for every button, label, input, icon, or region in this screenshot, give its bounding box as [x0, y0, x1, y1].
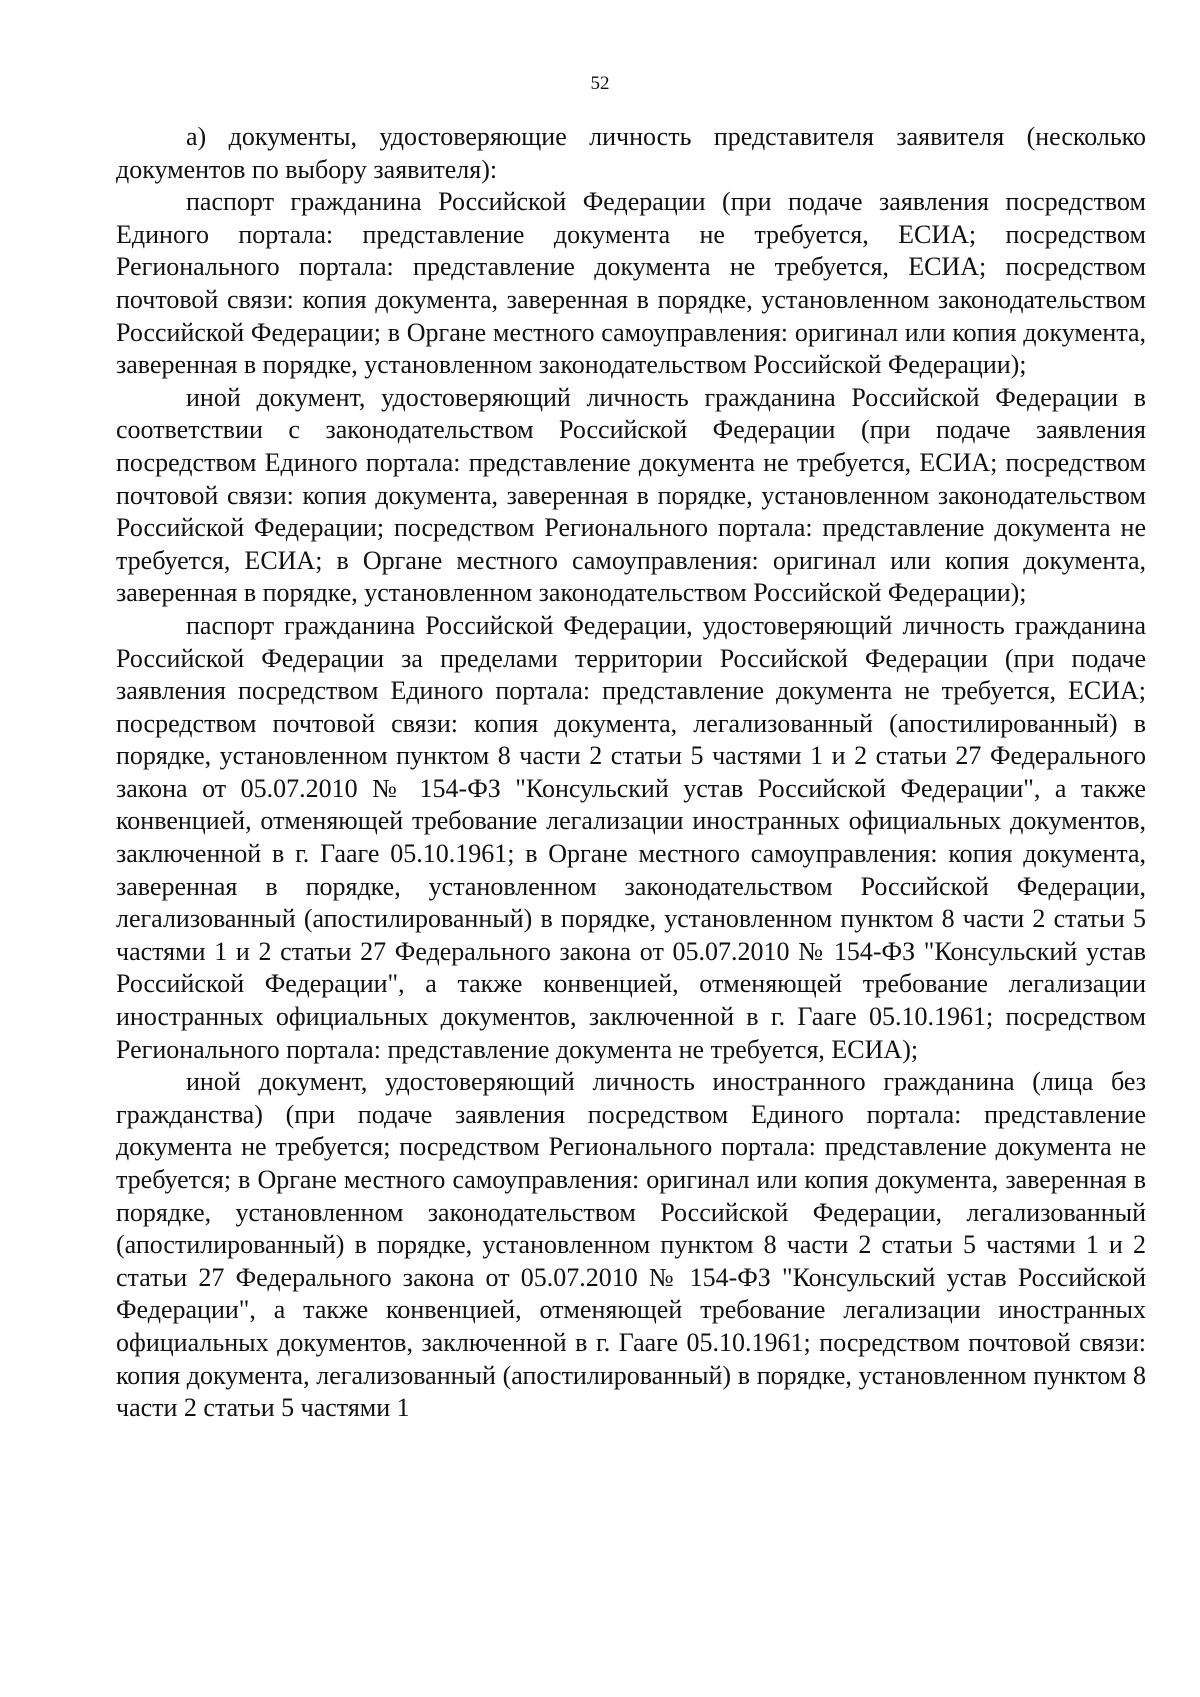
paragraph-foreign-citizen-document: иной документ, удостоверяющий личность иностранного гражданина (лица без гражданства) (при подаче заявления посредством Единого портала: представление документа не требуется; посредством Регионального портала: представление документа не требуется; в Органе местного самоуправления: оригинал или копия документа, заверенная в порядке, установленном законодательством Российской Федерации, легализованный (апостилированный) в порядке, установленном пунктом 8 части 2 статьи 5 частями 1 и 2 статьи 27 Федерального закона от 05.07.2010 № 154-ФЗ "Консульский устав Российской Федерации", а также конвенцией, отменяющей требование легализации иностранных официальных документов, заключенной в г. Гааге 05.10.1961; посредством почтовой связи: копия документа, легализованный (апостилированный) в порядке, установленном пунктом 8 части 2 статьи 5 частями 1 — [116, 1067, 1146, 1423]
document-body — [116, 121, 1146, 1425]
paragraph-other-id-document: иной документ, удостоверяющий личность гражданина Российской Федерации в соответствии с законодательством Российской Федерации (при подаче заявления посредством Единого портала: представление документа не требуется, ЕСИА; посредством почтовой связи: копия документа, заверенная в порядке, установленном законодательством Российской Федерации; посредством Регионального портала: представление документа не требуется, ЕСИА; в Органе местного самоуправления: оригинал или копия документа, заверенная в порядке, установленном законодательством Российской Федерации); — [116, 382, 1146, 608]
page-number: 52 — [590, 73, 610, 94]
paragraph-foreign-passport: паспорт гражданина Российской Федерации, удостоверяющий личность гражданина Российской Федерации за пределами территории Российской Федерации (при подаче заявления посредством Единого портала: представление документа не требуется, ЕСИА; посредством почтовой связи: копия документа, легализованный (апостилированный) в порядке, установленном пунктом 8 части 2 статьи 5 частями 1 и 2 статьи 27 Федерального закона от 05.07.2010 № 154-ФЗ "Консульский устав Российской Федерации", а также конвенцией, отменяющей требование легализации иностранных официальных документов, заключенной в г. Гааге 05.10.1961; в Органе местного самоуправления: копия документа, заверенная в порядке, установленном законодательством Российской Федерации, легализованный (апостилированный) в порядке, установленном пунктом 8 части 2 статьи 5 частями 1 и 2 статьи 27 Федерального закона от 05.07.2010 № 154-ФЗ "Консульский устав Российской Федерации", а также конвенцией, отменяющей требование легализации иностранных официальных документов, заключенной в г. Гааге 05.10.1961; посредством Регионального портала: представление документа не требуется, ЕСИА); — [116, 610, 1146, 1064]
paragraph-representative-documents: а) документы, удостоверяющие личность представителя заявителя (несколько документов по выбору заявителя): — [116, 122, 1146, 184]
paragraph-passport: паспорт гражданина Российской Федерации (при подаче заявления посредством Единого портала: представление документа не требуется, ЕСИА; посредством Регионального портала: представление документа не требуется, ЕСИА; посредством почтовой связи: копия документа, заверенная в порядке, установленном законодательством Российской Федерации; в Органе местного самоуправления: оригинал или копия документа, заверенная в порядке, установленном законодательством Российской Федерации); — [116, 187, 1146, 380]
